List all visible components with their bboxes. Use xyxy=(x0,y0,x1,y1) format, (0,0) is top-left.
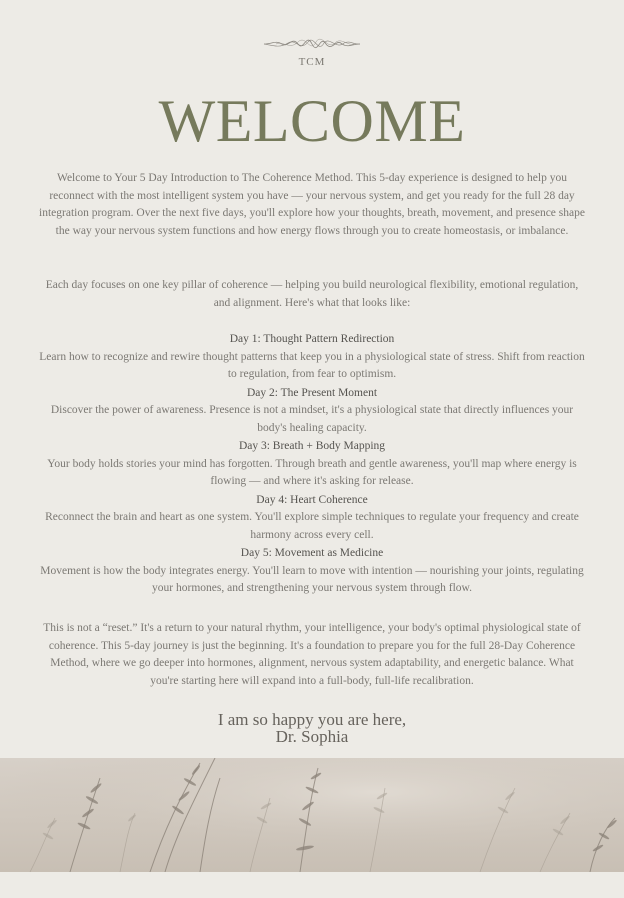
day-description: Your body holds stories your mind has forgotten. Through breath and gentle awareness, you'll map where energy is flowing — and where it's asking for release. xyxy=(47,457,577,487)
day-description: Movement is how the body integrates energy. You'll learn to move with intention — nourishing your joints, regulating your hormones, and strengthening your nervous system through flow. xyxy=(40,564,584,594)
logo-text: TCM xyxy=(298,56,326,68)
list-item xyxy=(38,331,586,384)
list-item xyxy=(38,438,586,491)
pillars-intro-paragraph: Each day focuses on one key pillar of coherence — helping you build neurological flexibility, emotional regulation, and alignment. Here's what that looks like: xyxy=(45,279,579,309)
signoff-line: I am so happy you are here, xyxy=(217,710,407,729)
day-title: Day 4: Heart Coherence xyxy=(256,493,368,506)
day-title: Day 5: Movement as Medicine xyxy=(240,547,384,559)
day-description: Discover the power of awareness. Presence is not a mindset, it's a physiological state that directly influences your body's healing capacity. xyxy=(50,404,574,434)
waveform-logo-icon xyxy=(262,30,362,58)
day-list xyxy=(38,331,586,599)
list-item xyxy=(38,385,586,438)
day-description: Reconnect the brain and heart as one system. You'll explore simple techniques to regulate your frequency and create harmony across every cell. xyxy=(45,511,579,541)
day-description: Learn how to recognize and rewire thought patterns that keep you in a physiological state of stress. Shift from reaction to regulation, from fear to optimism. xyxy=(39,350,585,380)
grass-illustration xyxy=(0,758,624,872)
intro-paragraph: Welcome to Your 5 Day Introduction to The Coherence Method. This 5-day experience is designed to help you reconnect with the most intelligent system you have — your nervous system, and get you ready for the full 28 day integration program. Over the next five days, you'll explore how your thoughts, breath, movement, and presence shape the way your nervous system functions and how energy flows through you to create homeostasis, or imbalance. xyxy=(39,172,585,237)
day-title: Day 3: Breath + Body Mapping xyxy=(238,440,386,452)
day-title: Day 2: The Present Moment xyxy=(246,386,378,399)
closing-paragraph: This is not a “reset.” It's a return to your natural rhythm, your intelligence, your body's optimal physiological state of coherence. This 5-day journey is just the beginning. It's a foundation to prepare you for the full 28-Day Coherence Method, where we go deeper into hormones, alignment, nervous system adaptability, and energetic balance. What you're starting here will expand into a full-body, full-life recalibration. xyxy=(43,622,581,687)
list-item xyxy=(38,545,586,598)
day-title: Day 1: Thought Pattern Redirection xyxy=(229,333,395,345)
list-item xyxy=(38,492,586,545)
page-title: WELCOME xyxy=(158,88,466,154)
signature-name: Dr. Sophia xyxy=(275,727,349,746)
logo xyxy=(0,30,624,68)
signoff xyxy=(0,711,624,745)
grass-photo xyxy=(0,758,624,872)
